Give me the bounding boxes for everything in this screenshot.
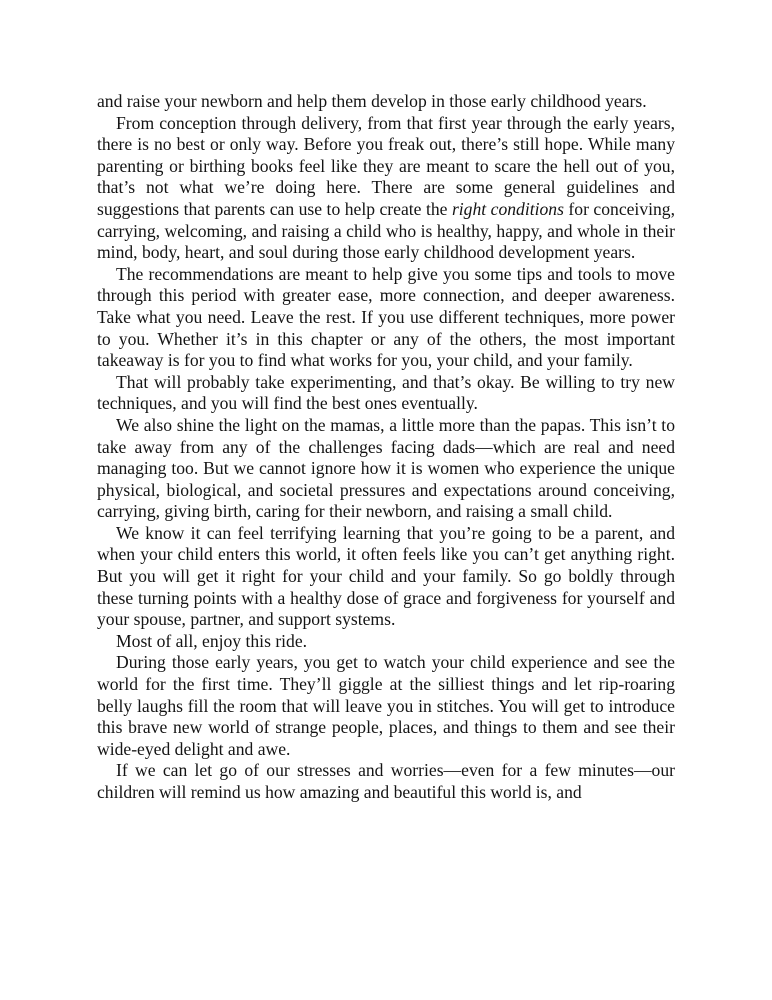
italic-emphasis: right conditions <box>451 198 564 219</box>
paragraph-continuation: and raise your newborn and help them develop in those early childhood years. <box>97 91 647 111</box>
paragraph-terrifying: We know it can feel terrifying learning that you’re going to be a parent, and when your child enters this world, it often feels like you can’t get anything right. But you will get it right for your child and your family. So go boldly through these turning points with a healthy dose of grace and forgiveness for yourself and your spouse, partner, and support systems. <box>97 522 675 630</box>
paragraph-let-go: If we can let go of our stresses and worries—even for a few minutes—our children will remind us how amazing and beautiful this world is, and <box>97 760 675 802</box>
paragraph-text: From conception through delivery, from that first year through the early years, there is no best or only way. Before you freak out, there’s still hope. While many parenting or birthing books feel like they are meant to scare the hell out of you, that’s not what we’re doing here. There are some general guidelines and suggestions that parents can use to help create the <box>97 112 675 219</box>
paragraph-no-best-way <box>97 113 675 264</box>
paragraph-mamas: We also shine the light on the mamas, a little more than the papas. This isn’t to take away from any of the challenges facing dads—which are real and need managing too. But we cannot ignore how it is women who experience the unique physical, biological, and societal pressures and expectations around conceiving, carrying, giving birth, caring for their newborn, and raising a small child. <box>97 414 675 522</box>
paragraph-text: for conceiving, carrying, welcoming, and raising a child who is healthy, happy, and whole in their mind, body, heart, and soul during those early childhood development years. <box>97 198 676 263</box>
paragraph-enjoy-ride: Most of all, enjoy this ride. <box>116 630 308 651</box>
paragraph-recommendations: The recommendations are meant to help give you some tips and tools to move through this period with greater ease, more connection, and deeper awareness. Take what you need. Leave the rest. If you use different techniques, more power to you. Whether it’s in this chapter or any of the others, the most important takeaway is for you to find what works for you, your child, and your family. <box>97 263 675 371</box>
paragraph-early-years: During those early years, you get to watch your child experience and see the world for the first time. They’ll giggle at the silliest things and let rip-roaring belly laughs fill the room that will leave you in stitches. You will get to introduce this brave new world of strange people, places, and things to them and see their wide-eyed delight and awe. <box>97 652 675 759</box>
paragraph-experimenting: That will probably take experimenting, and that’s okay. Be willing to try new techniques, and you will find the best ones eventually. <box>97 371 675 414</box>
book-page-text <box>97 91 675 804</box>
